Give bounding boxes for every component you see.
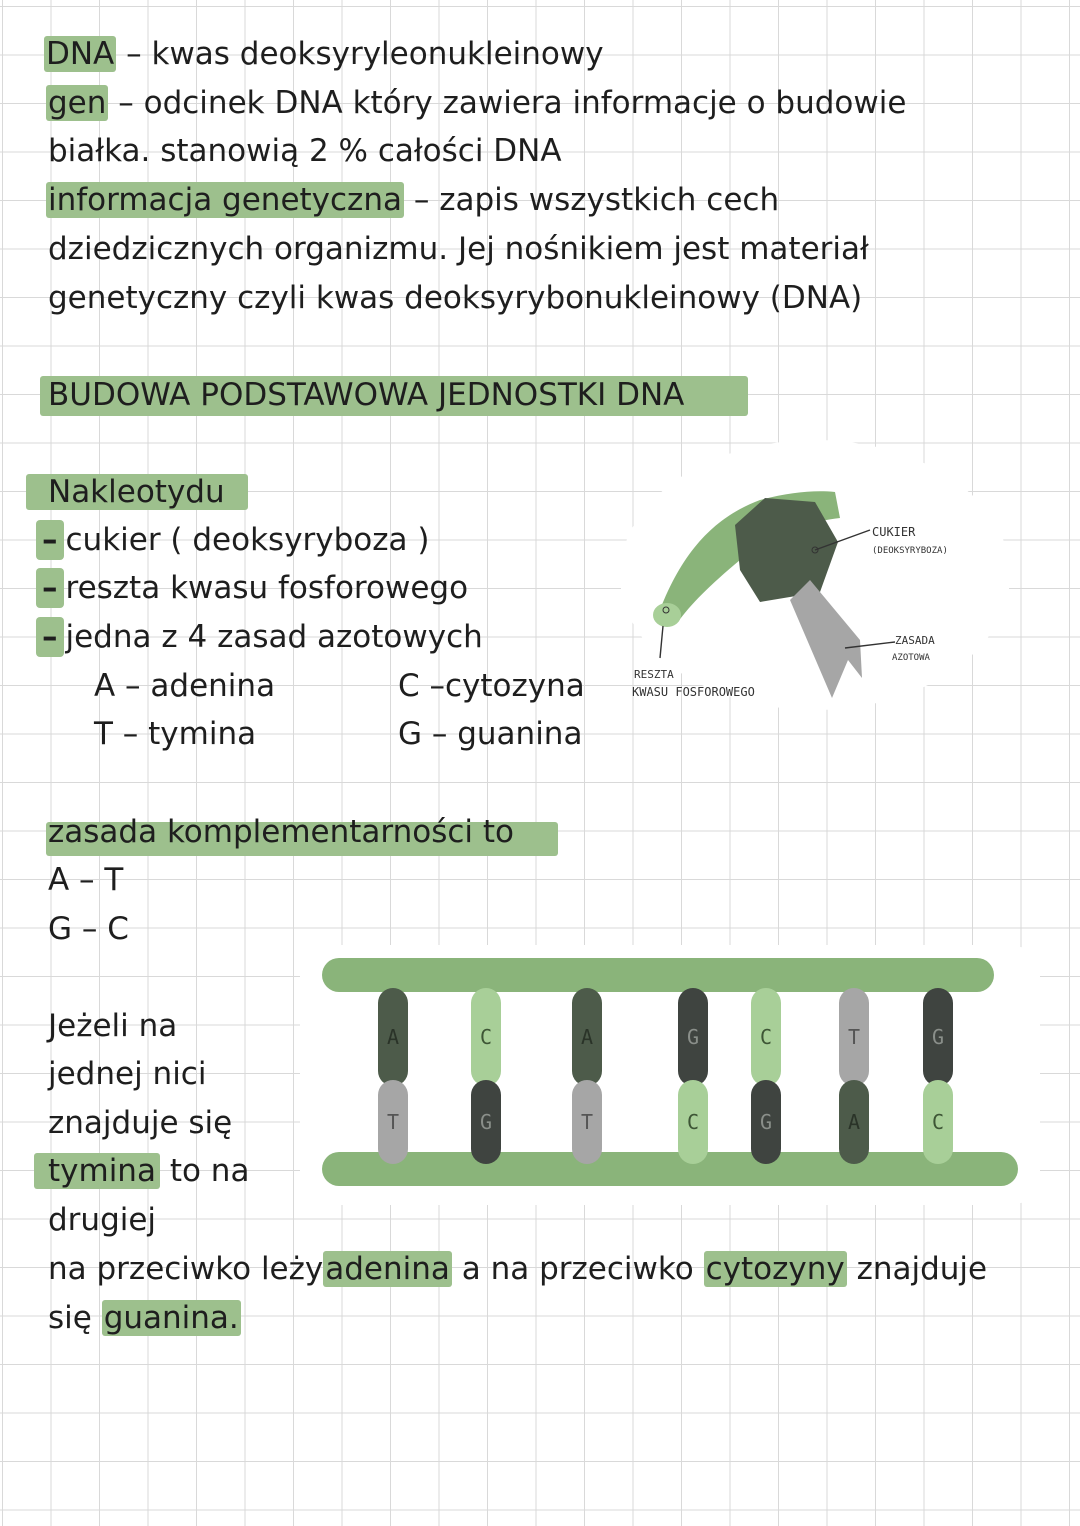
adenina-highlight: adenina [325, 1251, 450, 1287]
info-def-line2: dziedzicznych organizmu. Jej nośnikiem jest materiał [48, 231, 869, 267]
bullet-dash: – [36, 617, 64, 657]
base-label-1: ZASADA [895, 634, 935, 647]
phosphate-group [653, 603, 681, 627]
base-letter-top-6: T [847, 1025, 861, 1049]
base-label-2: AZOTOWA [892, 653, 930, 663]
dna-term: DNA [46, 36, 115, 72]
complementarity-heading: zasada komplementarności to [48, 814, 514, 850]
base-letter-bottom-6: A [847, 1110, 861, 1134]
nucleotide-item: – jedna z 4 zasad azotowych [36, 617, 483, 657]
closing-line5: drugiej [48, 1202, 157, 1238]
base-letter-top-5: C [759, 1025, 773, 1049]
gen-def-line2: białka. stanowią 2 % całości DNA [48, 133, 562, 169]
base-letter-bottom-4: C [686, 1110, 700, 1134]
info-term: informacja genetyczna [48, 182, 402, 218]
phosphate-label-2: KWASU FOSFOROWEGO [632, 685, 755, 699]
closing-line3: znajduje się [48, 1105, 233, 1141]
nucleotide-item: – cukier ( deoksyryboza ) [36, 520, 430, 560]
gen-def-line1: – odcinek DNA który zawiera informacje o budowie [118, 85, 907, 121]
cytozyny-highlight: cytozyny [705, 1251, 845, 1287]
base-letter-top-2: C [479, 1025, 493, 1049]
sugar-label-2: (DEOKSYRYBOZA) [872, 546, 948, 556]
tymina-highlight: tymina [34, 1153, 160, 1189]
dna-def: – kwas deoksyryleonukleinowy [126, 36, 604, 72]
dna-definition [44, 34, 604, 74]
nucleotide-item: – reszta kwasu fosforowego [36, 568, 468, 608]
guanina-highlight: guanina. [103, 1300, 239, 1336]
bullet-dash: – [36, 568, 64, 608]
base-letter-top-4: G [686, 1025, 700, 1049]
gen-term: gen [48, 85, 107, 121]
nucleotide-diagram [600, 430, 1040, 730]
pair-a-t: A – T [48, 862, 124, 898]
closing-line4: tymina to na [34, 1151, 249, 1191]
phosphate-label-1: RESZTA [634, 668, 674, 681]
base-adenine: A – adenina [94, 668, 276, 704]
base-letter-bottom-1: T [386, 1110, 400, 1134]
bullet-dash: – [36, 520, 64, 560]
closing-line7: się guanina. [48, 1300, 239, 1336]
info-def-line3: genetyczny czyli kwas deoksyrybonukleinowy (DNA) [48, 280, 863, 316]
base-letter-bottom-7: C [931, 1110, 945, 1134]
base-cytosine: C –cytozyna [398, 668, 585, 704]
base-letter-top-1: A [386, 1025, 400, 1049]
base-thymine: T – tymina [94, 716, 257, 752]
closing-line1: Jeżeli na [48, 1008, 178, 1044]
base-letter-bottom-2: G [479, 1110, 493, 1134]
pair-g-c: G – C [48, 911, 129, 947]
gen-definition [46, 83, 906, 123]
base-letter-bottom-5: G [759, 1110, 773, 1134]
strand-bottom [322, 1152, 1018, 1186]
info-definition [46, 180, 779, 220]
base-letter-bottom-3: T [580, 1110, 594, 1134]
closing-line6: na przeciwko leżyadenina a na przeciwko cytozyny znajduje [48, 1251, 988, 1287]
sugar-label-1: CUKIER [872, 525, 916, 539]
strand-top [322, 958, 994, 992]
info-def-line1: – zapis wszystkich cech [413, 182, 780, 218]
nucleotide-heading: Nakleotydu [48, 474, 225, 510]
base-letter-top-3: A [580, 1025, 594, 1049]
base-letter-top-7: G [931, 1025, 945, 1049]
section-title: BUDOWA PODSTAWOWA JEDNOSTKI DNA [48, 377, 685, 413]
dna-ladder-diagram [300, 940, 1040, 1210]
closing-line2: jednej nici [48, 1056, 207, 1092]
base-guanine: G – guanina [398, 716, 583, 752]
